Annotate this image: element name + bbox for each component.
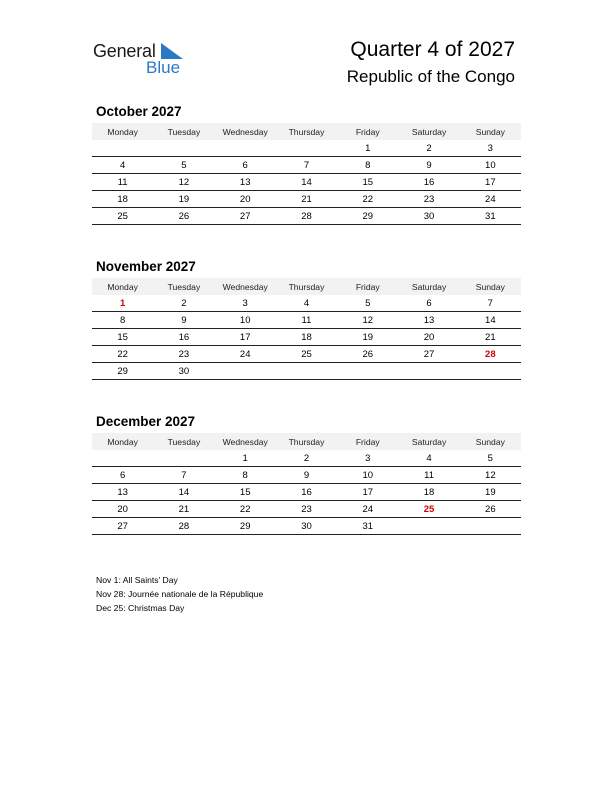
month-december (92, 413, 521, 535)
day-cell: 14 (485, 314, 496, 326)
weekday-label: Sunday (475, 281, 505, 292)
weekday-label: Thursday (288, 126, 325, 137)
day-cell: 19 (485, 486, 496, 498)
day-cell: 11 (424, 469, 434, 481)
day-cell: 13 (239, 176, 251, 188)
generalblue-logo (93, 40, 193, 80)
week-row (92, 140, 521, 157)
day-cell: 2 (426, 142, 432, 154)
week-row (92, 191, 521, 208)
week-row (92, 484, 521, 501)
day-cell: 28 (301, 210, 312, 222)
holiday-notes (96, 573, 263, 615)
weekday-label: Sunday (475, 126, 505, 137)
day-cell: 18 (423, 486, 435, 498)
country-subtitle: Republic of the Congo (346, 67, 515, 86)
day-cell: 1 (119, 297, 126, 309)
day-cell: 25 (423, 503, 435, 515)
day-cell: 1 (365, 142, 371, 154)
day-cell: 25 (117, 210, 128, 222)
month-november (92, 258, 521, 380)
note-item: Nov 1: All Saints’ Day (96, 575, 178, 585)
day-cell: 20 (423, 331, 435, 343)
day-cell: 6 (119, 469, 126, 481)
day-cell: 20 (117, 503, 128, 515)
logo-text-general: General (93, 41, 156, 61)
day-cell: 17 (362, 486, 374, 498)
day-cell: 14 (301, 176, 312, 188)
day-cell: 19 (178, 193, 190, 205)
day-cell: 30 (423, 210, 435, 222)
day-cell: 28 (178, 520, 190, 532)
day-cell: 18 (117, 193, 128, 205)
day-cell: 9 (181, 314, 187, 326)
week-row (92, 174, 521, 191)
day-cell: 21 (178, 503, 190, 515)
day-cell: 7 (181, 469, 187, 481)
day-cell: 18 (301, 331, 312, 343)
day-cell: 31 (362, 520, 374, 532)
weekday-label: Tuesday (167, 126, 201, 137)
day-cell: 7 (487, 297, 493, 309)
day-cell: 19 (362, 331, 374, 343)
day-cell: 22 (239, 503, 251, 515)
day-cell: 29 (117, 365, 128, 377)
day-cell: 26 (485, 503, 496, 515)
day-cell: 27 (423, 348, 435, 360)
week-row (92, 157, 521, 174)
day-cell: 11 (301, 314, 312, 326)
weekday-label: Saturday (411, 281, 447, 292)
weekday-label: Thursday (288, 436, 325, 447)
weekday-label: Saturday (411, 436, 447, 447)
week-row (92, 329, 521, 346)
day-cell: 22 (362, 193, 374, 205)
day-cell: 12 (485, 469, 496, 481)
month-title: November 2027 (96, 259, 196, 274)
weekday-label: Monday (107, 436, 138, 447)
weekday-label: Thursday (288, 281, 325, 292)
day-cell: 8 (242, 469, 248, 481)
day-cell: 8 (119, 314, 126, 326)
day-cell: 12 (178, 176, 190, 188)
day-cell: 8 (365, 159, 371, 171)
day-cell: 5 (487, 452, 493, 464)
day-cell: 24 (485, 193, 496, 205)
month-title: December 2027 (96, 414, 196, 429)
day-cell: 16 (178, 331, 190, 343)
day-cell: 26 (362, 348, 374, 360)
week-row (92, 501, 521, 518)
day-cell: 23 (423, 193, 435, 205)
note-item: Nov 28: Journée nationale de la République (96, 589, 264, 599)
day-cell: 7 (303, 159, 310, 171)
weekday-label: Wednesday (222, 436, 268, 447)
day-cell: 16 (423, 176, 435, 188)
week-row (92, 346, 521, 363)
day-cell: 26 (178, 210, 190, 222)
weekday-label: Friday (355, 281, 380, 292)
day-cell: 1 (242, 452, 248, 464)
day-cell: 11 (117, 176, 128, 188)
day-cell: 5 (181, 159, 187, 171)
day-cell: 17 (239, 331, 251, 343)
month-october (92, 103, 521, 225)
day-cell: 15 (117, 331, 128, 343)
day-cell: 24 (362, 503, 374, 515)
day-cell: 23 (301, 503, 312, 515)
day-cell: 23 (178, 348, 190, 360)
week-row (92, 450, 521, 467)
day-cell: 2 (181, 297, 187, 309)
weekday-header-row (92, 278, 521, 295)
day-cell: 4 (303, 297, 310, 309)
week-row (92, 518, 521, 535)
day-cell: 29 (239, 520, 251, 532)
logo-triangle-icon (161, 43, 183, 59)
week-row (92, 295, 521, 312)
day-cell: 13 (117, 486, 128, 498)
day-cell: 28 (485, 348, 496, 360)
day-cell: 31 (485, 210, 496, 222)
weekday-label: Friday (355, 436, 380, 447)
day-cell: 3 (487, 142, 493, 154)
weekday-label: Wednesday (222, 281, 268, 292)
day-cell: 17 (485, 176, 496, 188)
day-cell: 14 (178, 486, 190, 498)
weekday-label: Wednesday (222, 126, 268, 137)
week-row (92, 363, 521, 380)
weekday-header-row (92, 433, 521, 450)
weekday-label: Tuesday (167, 281, 201, 292)
weekday-label: Sunday (475, 436, 505, 447)
day-cell: 6 (242, 159, 248, 171)
day-cell: 4 (119, 159, 126, 171)
weekday-label: Monday (107, 281, 138, 292)
weekday-label: Saturday (411, 126, 447, 137)
day-cell: 10 (362, 469, 374, 481)
logo-text-blue: Blue (146, 58, 181, 77)
week-row (92, 208, 521, 225)
day-cell: 22 (117, 348, 128, 360)
day-cell: 20 (239, 193, 251, 205)
day-cell: 13 (423, 314, 435, 326)
day-cell: 15 (239, 486, 251, 498)
day-cell: 27 (117, 520, 128, 532)
weekday-header-row (92, 123, 521, 140)
day-cell: 4 (426, 452, 432, 464)
day-cell: 21 (485, 331, 496, 343)
day-cell: 27 (239, 210, 251, 222)
weekday-label: Monday (107, 126, 138, 137)
day-cell: 12 (362, 314, 374, 326)
day-cell: 6 (426, 297, 432, 309)
month-title: October 2027 (96, 104, 182, 119)
day-cell: 3 (242, 297, 248, 309)
day-cell: 24 (239, 348, 251, 360)
day-cell: 9 (303, 469, 310, 481)
day-cell: 21 (301, 193, 312, 205)
weekday-label: Friday (355, 126, 380, 137)
day-cell: 10 (239, 314, 251, 326)
day-cell: 30 (178, 365, 190, 377)
note-item: Dec 25: Christmas Day (96, 603, 185, 613)
weekday-label: Tuesday (167, 436, 201, 447)
page-title: Quarter 4 of 2027 (350, 38, 515, 61)
week-row (92, 312, 521, 329)
week-row (92, 467, 521, 484)
day-cell: 30 (301, 520, 312, 532)
day-cell: 29 (362, 210, 374, 222)
day-cell: 25 (301, 348, 312, 360)
day-cell: 15 (362, 176, 374, 188)
day-cell: 9 (426, 159, 432, 171)
day-cell: 3 (365, 452, 371, 464)
day-cell: 16 (301, 486, 312, 498)
day-cell: 10 (485, 159, 496, 171)
day-cell: 5 (365, 297, 371, 309)
day-cell: 2 (303, 452, 310, 464)
